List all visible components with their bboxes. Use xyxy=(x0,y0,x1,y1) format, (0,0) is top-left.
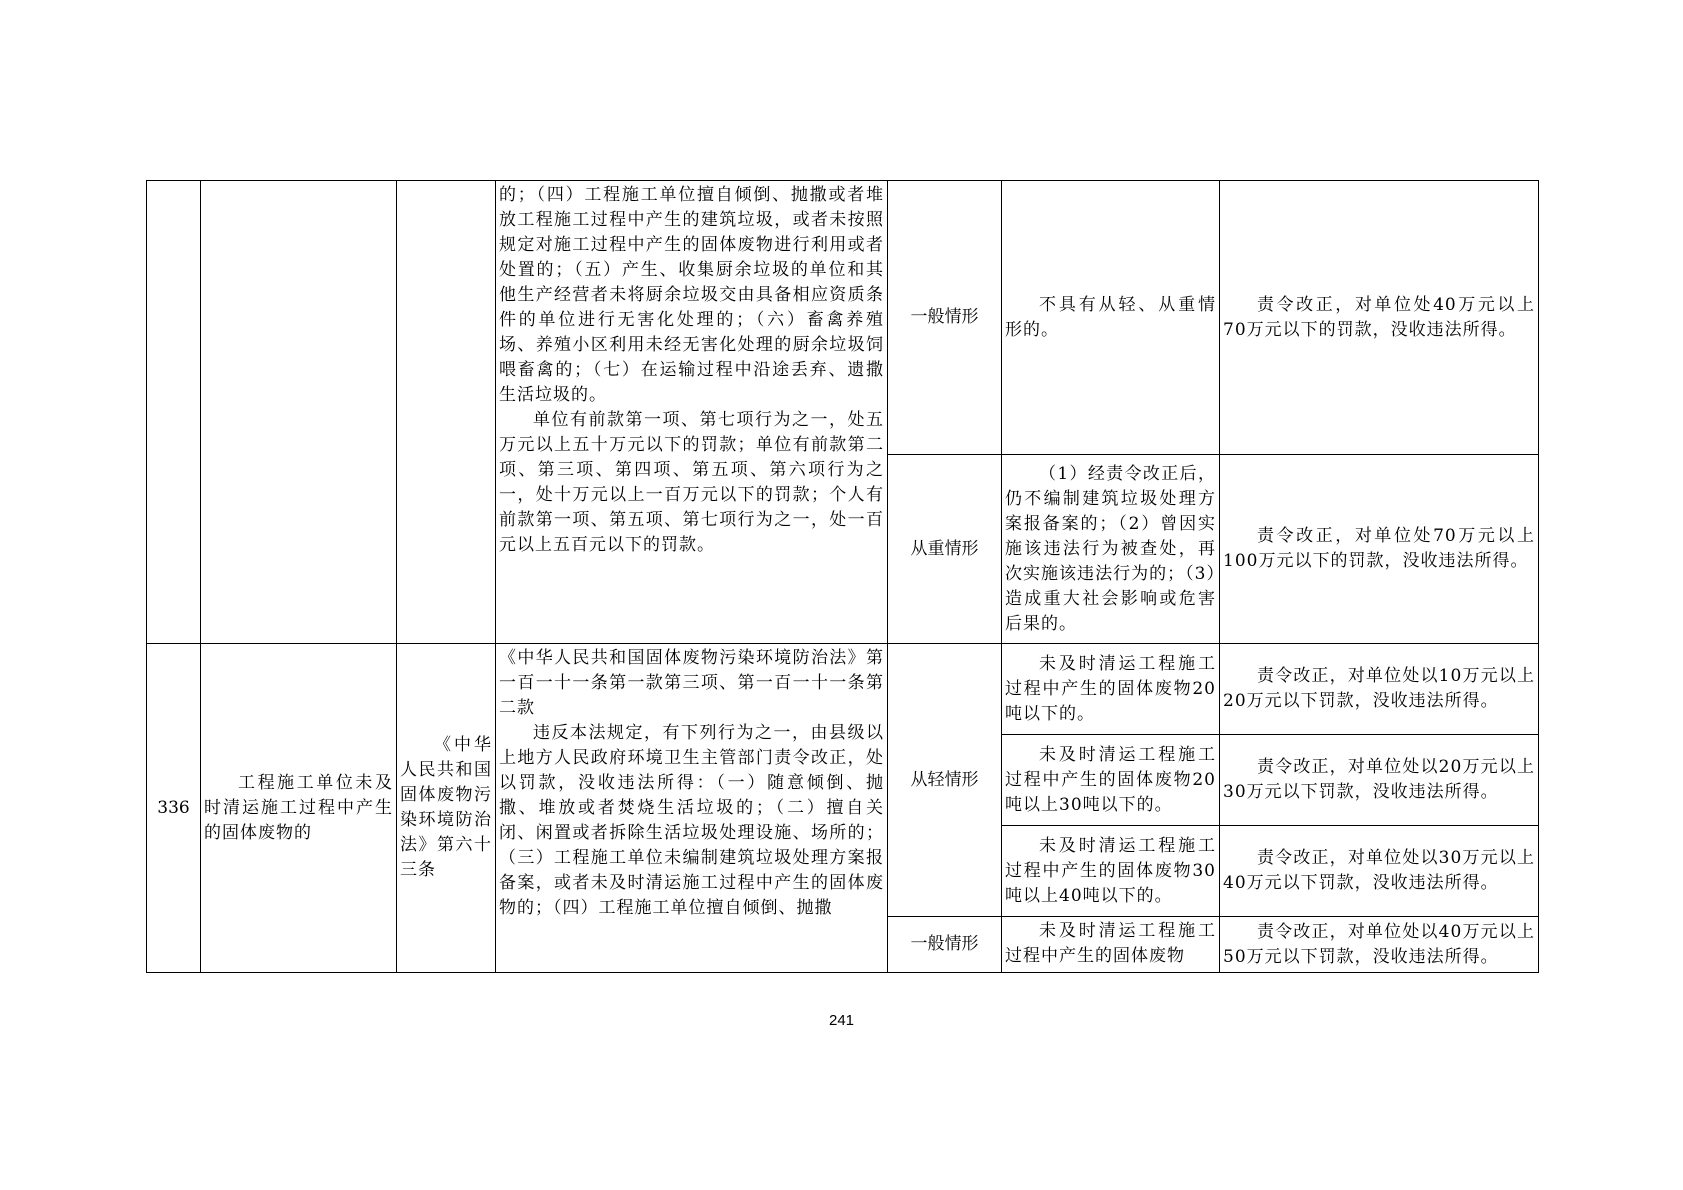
condition-cell: （1）经责令改正后，仍不编制建筑垃圾处理方案报备案的；（2）曾因实施该违法行为被查处，再次实施该违法行为的；（3）造成重大社会影响或危害后果的。 xyxy=(1002,455,1220,644)
condition-cell: 未及时清运工程施工过程中产生的固体废物 xyxy=(1002,917,1220,973)
penalty-basis-title: 《中华人民共和国固体废物污染环境防治法》第一百一十一条第一款第三项、第一百一十一条第二款 xyxy=(499,648,884,718)
penalty-basis-cell xyxy=(496,644,888,973)
circumstance-cell: 一般情形 xyxy=(888,917,1002,973)
condition-cell: 未及时清运工程施工过程中产生的固体废物20吨以下的。 xyxy=(1002,644,1220,735)
condition-cell: 未及时清运工程施工过程中产生的固体废物30吨以上40吨以下的。 xyxy=(1002,826,1220,917)
penalty-basis-cell xyxy=(496,181,888,644)
penalty-cell: 责令改正，对单位处40万元以上70万元以下的罚款，没收违法所得。 xyxy=(1220,181,1539,455)
table-row xyxy=(147,181,1539,455)
violation-item-cell: 工程施工单位未及时清运施工过程中产生的固体废物的 xyxy=(201,644,397,973)
condition-cell: 不具有从轻、从重情形的。 xyxy=(1002,181,1220,455)
penalty-basis-text: 的；（四）工程施工单位擅自倾倒、抛撒或者堆放工程施工过程中产生的建筑垃圾，或者未按照规定对施工过程中产生的固体废物进行利用或者处置的；（五）产生、收集厨余垃圾的单位和其他生产经营者未将厨余垃圾交由具备相应资质条件的单位进行无害化处理的；（六）畜禽养殖场、养殖小区利用未经无害化处理的厨余垃圾饲喂畜禽的；（七）在运输过程中沿途丢弃、遗撒生活垃圾的。 xyxy=(499,185,884,405)
circumstance-cell: 从重情形 xyxy=(888,455,1002,644)
circumstance-cell: 一般情形 xyxy=(888,181,1002,455)
page-number: 241 xyxy=(828,1012,855,1029)
penalty-basis-paragraph: 违反本法规定，有下列行为之一，由县级以上地方人民政府环境卫生主管部门责令改正，处以罚款，没收违法所得：（一）随意倾倒、抛撒、堆放或者焚烧生活垃圾的；（二）擅自关闭、闲置或者拆除生活垃圾处理设施、场所的；（三）工程施工单位未编制建筑垃圾处理方案报备案，或者未及时清运施工过程中产生的固体废物的；（四）工程施工单位擅自倾倒、抛撒 xyxy=(499,723,884,918)
law-basis-cell xyxy=(397,181,496,644)
penalty-cell: 责令改正，对单位处70万元以上100万元以下的罚款，没收违法所得。 xyxy=(1220,455,1539,644)
penalty-table xyxy=(146,180,1539,973)
row-number-cell: 336 xyxy=(147,644,201,973)
circumstance-cell: 从轻情形 xyxy=(888,644,1002,917)
penalty-basis-paragraph: 单位有前款第一项、第七项行为之一，处五万元以上五十万元以下的罚款；单位有前款第二项、第三项、第四项、第五项、第六项行为之一，处十万元以上一百万元以下的罚款；个人有前款第一项、第五项、第七项行为之一，处一百元以上五百元以下的罚款。 xyxy=(499,410,884,555)
table-row xyxy=(147,644,1539,735)
violation-item-cell xyxy=(201,181,397,644)
penalty-cell: 责令改正，对单位处以20万元以上30万元以下罚款，没收违法所得。 xyxy=(1220,735,1539,826)
penalty-cell: 责令改正，对单位处以40万元以上50万元以下罚款，没收违法所得。 xyxy=(1220,917,1539,973)
penalty-cell: 责令改正，对单位处以30万元以上40万元以下罚款，没收违法所得。 xyxy=(1220,826,1539,917)
law-basis-cell: 《中华人民共和国固体废物污染环境防治法》第六十三条 xyxy=(397,644,496,973)
condition-cell: 未及时清运工程施工过程中产生的固体废物20吨以上30吨以下的。 xyxy=(1002,735,1220,826)
penalty-cell: 责令改正，对单位处以10万元以上20万元以下罚款，没收违法所得。 xyxy=(1220,644,1539,735)
row-number-cell xyxy=(147,181,201,644)
